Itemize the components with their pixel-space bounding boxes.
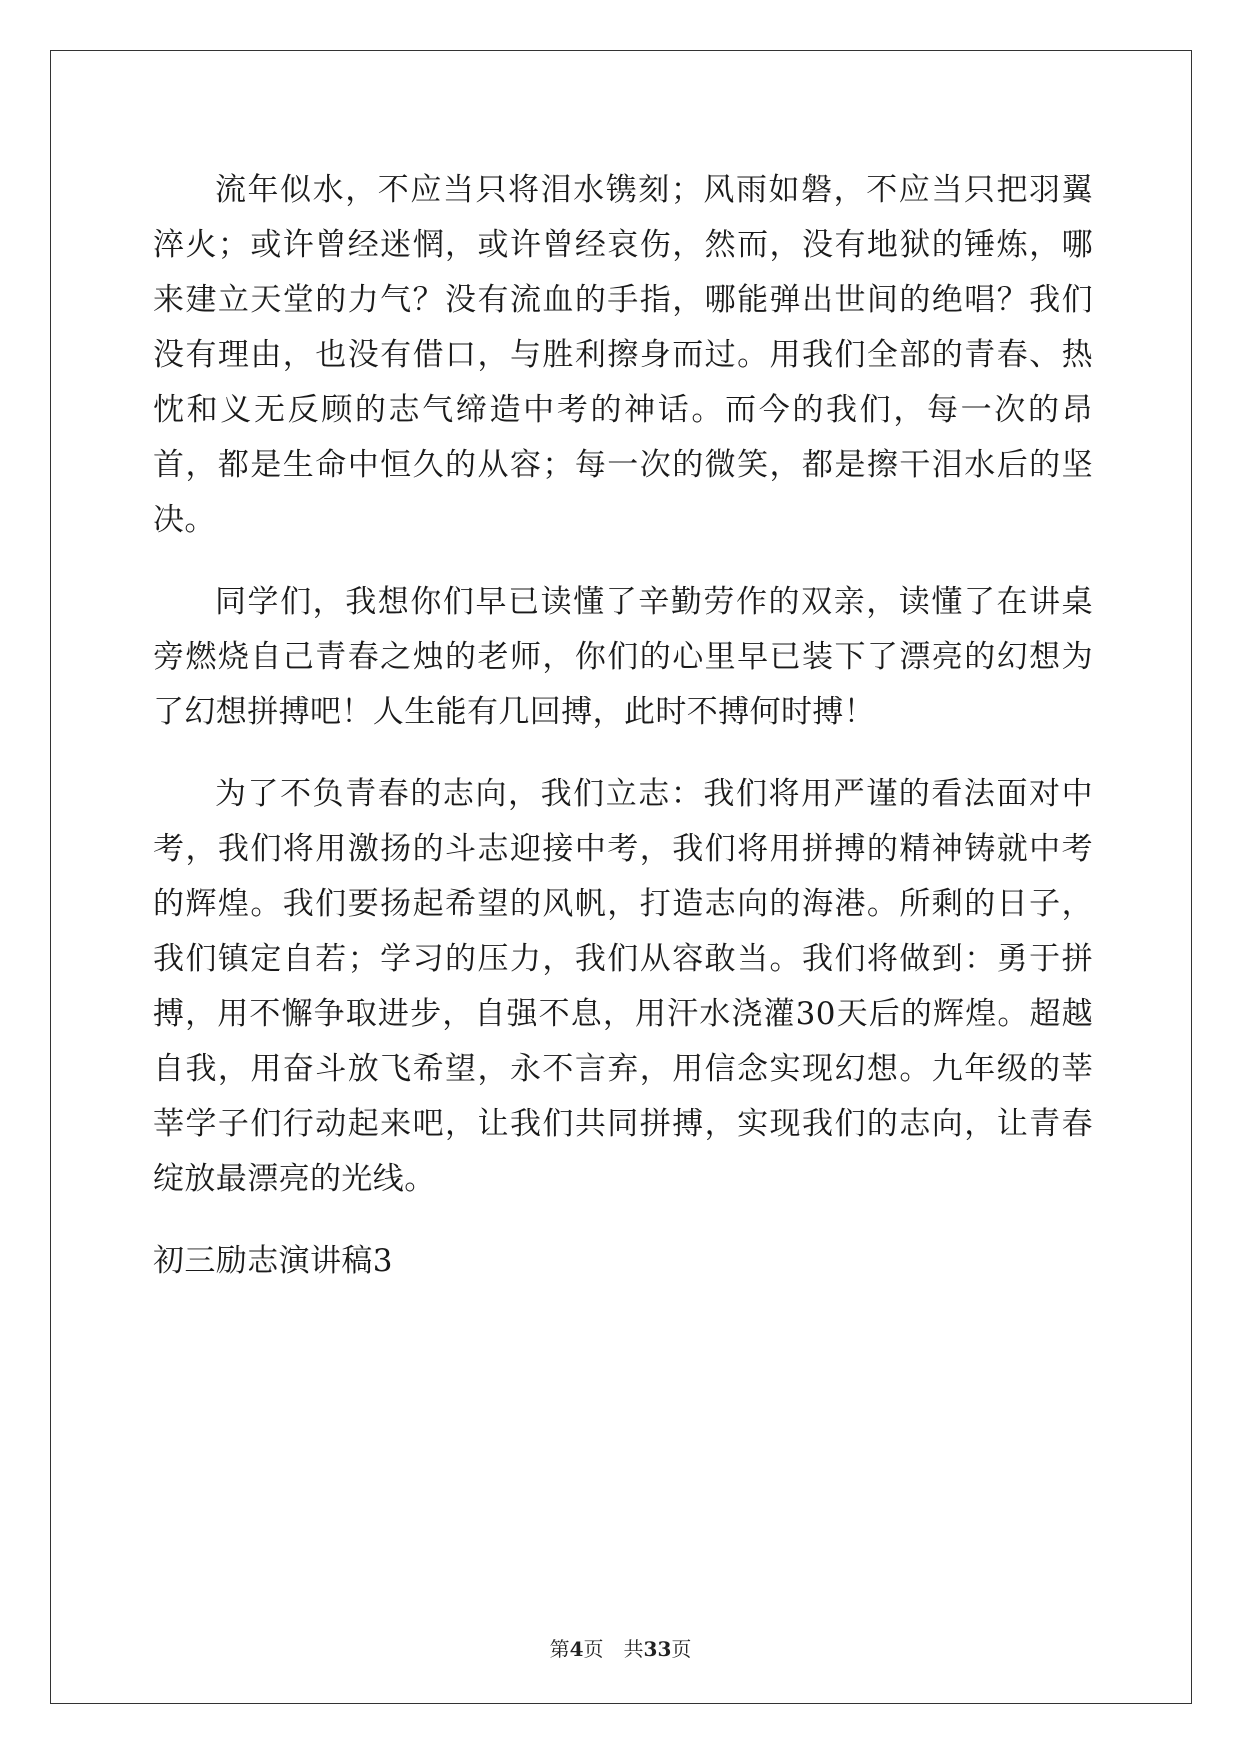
footer-total-suffix: 页 <box>671 1637 692 1661</box>
footer-page-suffix: 页 <box>583 1637 604 1661</box>
document-body <box>153 163 1093 1289</box>
body-paragraph-1: 流年似水，不应当只将泪水镌刻；风雨如磐，不应当只把羽翼淬火；或许曾经迷惘，或许曾经哀伤，然而，没有地狱的锤炼，哪来建立天堂的力气？没有流血的手指，哪能弹出世间的绝唱？我们没有理由，也没有借口，与胜利擦身而过。用我们全部的青春、热忱和义无反顾的志气缔造中考的神话。而今的我们，每一次的昂首，都是生命中恒久的从容；每一次的微笑，都是擦干泪水后的坚决。 <box>153 172 1093 538</box>
total-pages-number: 33 <box>643 1637 672 1661</box>
page-footer <box>0 1633 1241 1662</box>
footer-total-prefix: 共 <box>623 1637 644 1661</box>
body-paragraph-3: 为了不负青春的志向，我们立志：我们将用严谨的看法面对中考，我们将用激扬的斗志迎接中考，我们将用拼搏的精神铸就中考的辉煌。我们要扬起希望的风帆，打造志向的海港。所剩的日子，我们镇定自若；学习的压力，我们从容敢当。我们将做到：勇于拼搏，用不懈争取进步，自强不息，用汗水浇灌30天后的辉煌。超越自我，用奋斗放飞希望，永不言弃，用信念实现幻想。九年级的莘莘学子们行动起来吧，让我们共同拼搏，实现我们的志向，让青春绽放最漂亮的光线。 <box>153 776 1093 1197</box>
section-heading: 初三励志演讲稿3 <box>153 1243 393 1279</box>
current-page-number: 4 <box>569 1637 584 1661</box>
body-paragraph-2: 同学们，我想你们早已读懂了辛勤劳作的双亲，读懂了在讲桌旁燃烧自己青春之烛的老师，你们的心里早已装下了漂亮的幻想为了幻想拼搏吧！人生能有几回搏，此时不搏何时搏！ <box>153 584 1093 730</box>
footer-prefix: 第 <box>549 1637 570 1661</box>
